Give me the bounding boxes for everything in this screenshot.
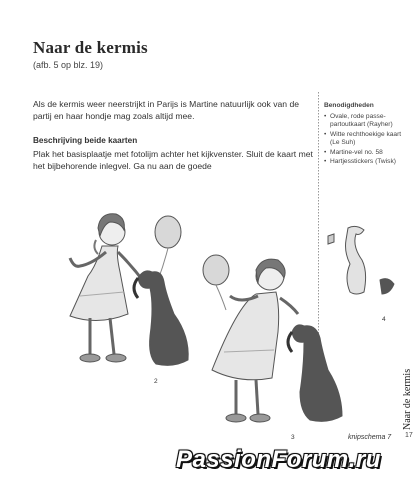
materials-item: • Hartjesstickers (Twisk) [324,158,404,167]
figure-caption: knipschema 7 [348,434,392,441]
page-number: 17 [405,432,413,439]
balloon-icon [155,216,181,248]
materials-item: • Witte rechthoekige kaart (Le Suh) [324,131,404,148]
balloon-icon [203,255,229,285]
figure-number: 2 [154,378,158,385]
vertical-title: Naar de kermis [402,368,413,430]
watermark-text: PassionForum.ru [176,446,381,473]
intro-paragraph: Als de kermis weer neerstrijkt in Parijs is Martine natuurlijk ook van de partij en haar hondje mag zoals altijd mee. [33,99,300,121]
page-subtitle: (afb. 5 op blz. 19) [33,60,104,70]
section-body: Plak het basisplaatje met fotolijm achter het kijkvenster. Sluit de kaart met het bijbehorende inlegvel. Ga nu aan de goede [33,149,313,171]
figure-number: 3 [291,434,295,441]
materials-heading: Benodigdheden [324,102,374,109]
materials-item: • Ovale, rode passe-partoutkaart (Rayher) [324,113,404,130]
materials-list [324,113,404,167]
illustration-cutout-pieces [322,222,400,312]
figure-number: 4 [382,316,386,323]
section-heading: Beschrijving beide kaarten [33,136,138,145]
materials-item: • Martine-vel no. 58 [324,149,404,158]
materials-box [324,102,404,168]
illustration-girl-dog-2 [40,196,200,385]
page-title: Naar de kermis [33,38,148,57]
